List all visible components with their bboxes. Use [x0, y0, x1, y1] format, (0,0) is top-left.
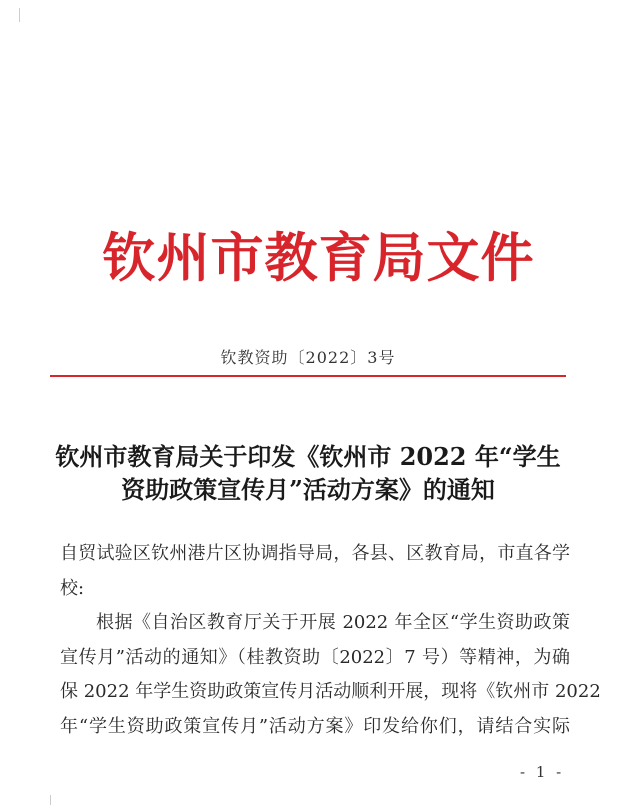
document-title: [50, 440, 566, 506]
paragraph-line: 保 2022 年学生资助政策宣传月活动顺利开展，现将《钦州市 2022: [60, 681, 601, 702]
document-body: [60, 537, 601, 744]
title-line: 资助政策宣传月”活动方案》的通知: [121, 475, 495, 504]
paragraph-line: 宣传月”活动的通知》（桂教资助〔2022〕7 号）等精神，为确: [60, 646, 570, 668]
paragraph-line: 根据《自治区教育厅关于开展 2022 年全区“学生资助政策: [96, 612, 570, 633]
addressee-line: 自贸试验区钦州港片区协调指导局，各县、区教育局，市直各学: [60, 543, 570, 564]
red-divider: [50, 375, 566, 377]
document-org-header: 钦州市教育局文件: [102, 227, 535, 289]
addressee-line: 校:: [60, 577, 85, 599]
scan-mark: [19, 8, 20, 22]
document-number: 钦教资助〔2022〕3号: [220, 348, 396, 367]
title-line: 钦州市教育局关于印发《钦州市 2022 年“学生: [55, 442, 561, 471]
scan-mark: [50, 795, 51, 805]
page-number: - 1 -: [520, 763, 565, 781]
paragraph-line: 年“学生资助政策宣传月”活动方案》印发给你们，请结合实际: [60, 715, 570, 737]
